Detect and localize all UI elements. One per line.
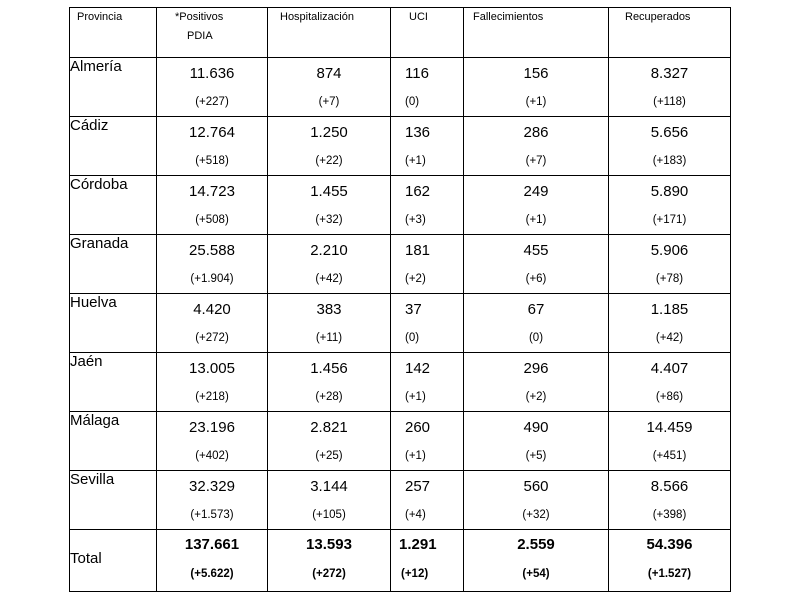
total-uci-delta: (+12): [401, 568, 429, 580]
uci-delta: (+2): [405, 273, 426, 285]
positivos-value: 14.723: [189, 183, 235, 200]
fall-delta: (+1): [525, 96, 547, 108]
uci-value: 116: [405, 65, 429, 82]
header-uci: UCI: [391, 8, 464, 58]
hosp-value: 2.821: [310, 419, 348, 436]
positivos-value: 25.588: [189, 242, 235, 259]
recup-delta: (+78): [655, 273, 684, 285]
total-hosp: 13.593: [306, 536, 352, 553]
positivos-value: 11.636: [189, 65, 235, 82]
provincia-cell: Granada: [70, 235, 157, 294]
table-row: [70, 58, 731, 117]
fall-value: 296: [523, 360, 549, 377]
fall-delta: (+1): [525, 214, 547, 226]
hosp-cell: [268, 412, 391, 471]
total-uci: 1.291: [399, 536, 437, 553]
fall-delta: (+7): [525, 155, 547, 167]
header-positivos-line2: PDIA: [187, 30, 213, 42]
hosp-value: 1.456: [310, 360, 348, 377]
hosp-delta: (+42): [315, 273, 343, 285]
uci-cell: [391, 353, 464, 412]
total-recup-delta: (+1.527): [647, 568, 692, 580]
positivos-delta: (+1.573): [190, 509, 234, 521]
fall-cell: [464, 353, 609, 412]
uci-cell: [391, 294, 464, 353]
fall-delta: (+2): [525, 391, 547, 403]
fall-delta: (+5): [525, 450, 547, 462]
uci-value: 136: [405, 124, 431, 141]
fall-delta: (+6): [525, 273, 547, 285]
total-hosp-delta: (+272): [312, 568, 346, 580]
uci-delta: (+3): [405, 214, 426, 226]
total-row: [70, 530, 731, 592]
positivos-cell: [157, 412, 268, 471]
positivos-cell: [157, 58, 268, 117]
recup-value: 5.890: [650, 183, 689, 200]
recup-value: 4.407: [650, 360, 689, 377]
fall-cell: [464, 117, 609, 176]
positivos-delta: (+227): [195, 96, 229, 108]
fall-value: 156: [523, 65, 549, 82]
uci-delta: (+1): [405, 391, 426, 403]
covid-statistics-table: [69, 7, 731, 592]
uci-cell: [391, 235, 464, 294]
hosp-delta: (+105): [312, 509, 346, 521]
fall-cell: [464, 58, 609, 117]
fall-delta: (+32): [522, 509, 550, 521]
hosp-value: 383: [316, 301, 342, 318]
positivos-value: 4.420: [193, 301, 231, 318]
fall-delta: (0): [528, 332, 544, 344]
total-positivos-cell: [157, 530, 268, 592]
recup-value: 5.906: [650, 242, 689, 259]
provincia-cell: Córdoba: [70, 176, 157, 235]
provincia-cell: Almería: [70, 58, 157, 117]
provincia-cell: Jaén: [70, 353, 157, 412]
header-provincia: Provincia: [70, 8, 157, 58]
fall-value: 560: [523, 478, 549, 495]
positivos-value: 23.196: [189, 419, 235, 436]
positivos-delta: (+508): [195, 214, 229, 226]
positivos-delta: (+272): [195, 332, 229, 344]
recup-delta: (+86): [655, 391, 684, 403]
positivos-value: 12.764: [189, 124, 235, 141]
fall-value: 455: [523, 242, 549, 259]
positivos-cell: [157, 294, 268, 353]
table-row: [70, 353, 731, 412]
fall-cell: [464, 471, 609, 530]
hosp-delta: (+25): [315, 450, 343, 462]
positivos-value: 32.329: [189, 478, 235, 495]
hosp-cell: [268, 117, 391, 176]
fall-cell: [464, 294, 609, 353]
total-fall: 2.559: [517, 536, 555, 553]
recup-cell: [609, 117, 731, 176]
table-body: [70, 58, 731, 530]
hosp-delta: (+11): [315, 332, 343, 344]
table-row: [70, 471, 731, 530]
fall-cell: [464, 235, 609, 294]
header-hospitalizacion: Hospitalización: [268, 8, 391, 58]
uci-delta: (+1): [405, 155, 426, 167]
fall-value: 249: [523, 183, 549, 200]
positivos-cell: [157, 117, 268, 176]
uci-cell: [391, 176, 464, 235]
hosp-delta: (+32): [315, 214, 343, 226]
recup-value: 5.656: [650, 124, 689, 141]
recup-delta: (+451): [652, 450, 687, 462]
table-row: [70, 176, 731, 235]
hosp-delta: (+22): [315, 155, 343, 167]
total-fall-cell: [464, 530, 609, 592]
recup-cell: [609, 353, 731, 412]
positivos-cell: [157, 353, 268, 412]
fall-value: 490: [523, 419, 549, 436]
recup-value: 14.459: [646, 419, 693, 436]
header-recuperados: Recuperados: [609, 8, 731, 58]
uci-value: 37: [405, 301, 422, 318]
uci-cell: [391, 412, 464, 471]
recup-delta: (+171): [652, 214, 687, 226]
positivos-value: 13.005: [189, 360, 235, 377]
header-fallecimientos: Fallecimientos: [464, 8, 609, 58]
uci-value: 181: [405, 242, 431, 259]
positivos-cell: [157, 235, 268, 294]
total-recup: 54.396: [646, 536, 693, 553]
hosp-value: 3.144: [310, 478, 348, 495]
fall-value: 67: [527, 301, 545, 318]
recup-delta: (+42): [655, 332, 684, 344]
hosp-value: 1.250: [310, 124, 348, 141]
table-row: [70, 412, 731, 471]
positivos-delta: (+218): [195, 391, 229, 403]
provincia-cell: Málaga: [70, 412, 157, 471]
uci-cell: [391, 58, 464, 117]
table-row: [70, 294, 731, 353]
provincia-cell: Sevilla: [70, 471, 157, 530]
uci-delta: (+4): [405, 509, 426, 521]
uci-delta: (+1): [405, 450, 426, 462]
positivos-cell: [157, 176, 268, 235]
table-row: [70, 117, 731, 176]
total-recup-cell: [609, 530, 731, 592]
fall-value: 286: [523, 124, 549, 141]
uci-value: 142: [405, 360, 431, 377]
recup-cell: [609, 471, 731, 530]
uci-value: 260: [405, 419, 431, 436]
uci-delta: (0): [405, 96, 420, 108]
hosp-value: 2.210: [310, 242, 348, 259]
hosp-cell: [268, 176, 391, 235]
uci-cell: [391, 117, 464, 176]
recup-value: 1.185: [650, 301, 689, 318]
positivos-cell: [157, 471, 268, 530]
uci-delta: (0): [405, 332, 420, 344]
recup-cell: [609, 294, 731, 353]
hosp-delta: (+28): [315, 391, 343, 403]
total-fall-delta: (+54): [522, 568, 550, 580]
table-row: [70, 235, 731, 294]
uci-value: 257: [405, 478, 431, 495]
recup-delta: (+398): [652, 509, 687, 521]
positivos-delta: (+518): [195, 155, 229, 167]
header-positivos: [157, 8, 268, 58]
positivos-delta: (+402): [195, 450, 229, 462]
provincia-cell: Cádiz: [70, 117, 157, 176]
total-label: Total: [70, 530, 157, 592]
hosp-value: 874: [316, 65, 342, 82]
recup-cell: [609, 176, 731, 235]
hosp-cell: [268, 471, 391, 530]
header-positivos-line1: *Positivos: [175, 11, 224, 23]
header-row: [70, 8, 731, 58]
fall-cell: [464, 412, 609, 471]
hosp-cell: [268, 294, 391, 353]
recup-delta: (+183): [652, 155, 687, 167]
uci-cell: [391, 471, 464, 530]
positivos-delta: (+1.904): [190, 273, 234, 285]
total-positivos: 137.661: [184, 536, 240, 553]
hosp-cell: [268, 353, 391, 412]
recup-cell: [609, 58, 731, 117]
hosp-delta: (+7): [318, 96, 340, 108]
uci-value: 162: [405, 183, 431, 200]
total-hosp-cell: [268, 530, 391, 592]
total-positivos-delta: (+5.622): [190, 568, 234, 580]
recup-cell: [609, 235, 731, 294]
hosp-cell: [268, 235, 391, 294]
provincia-cell: Huelva: [70, 294, 157, 353]
recup-cell: [609, 412, 731, 471]
fall-cell: [464, 176, 609, 235]
recup-value: 8.327: [650, 65, 689, 82]
total-uci-cell: [391, 530, 464, 592]
recup-delta: (+118): [653, 96, 686, 108]
hosp-cell: [268, 58, 391, 117]
hosp-value: 1.455: [310, 183, 348, 200]
recup-value: 8.566: [650, 478, 689, 495]
